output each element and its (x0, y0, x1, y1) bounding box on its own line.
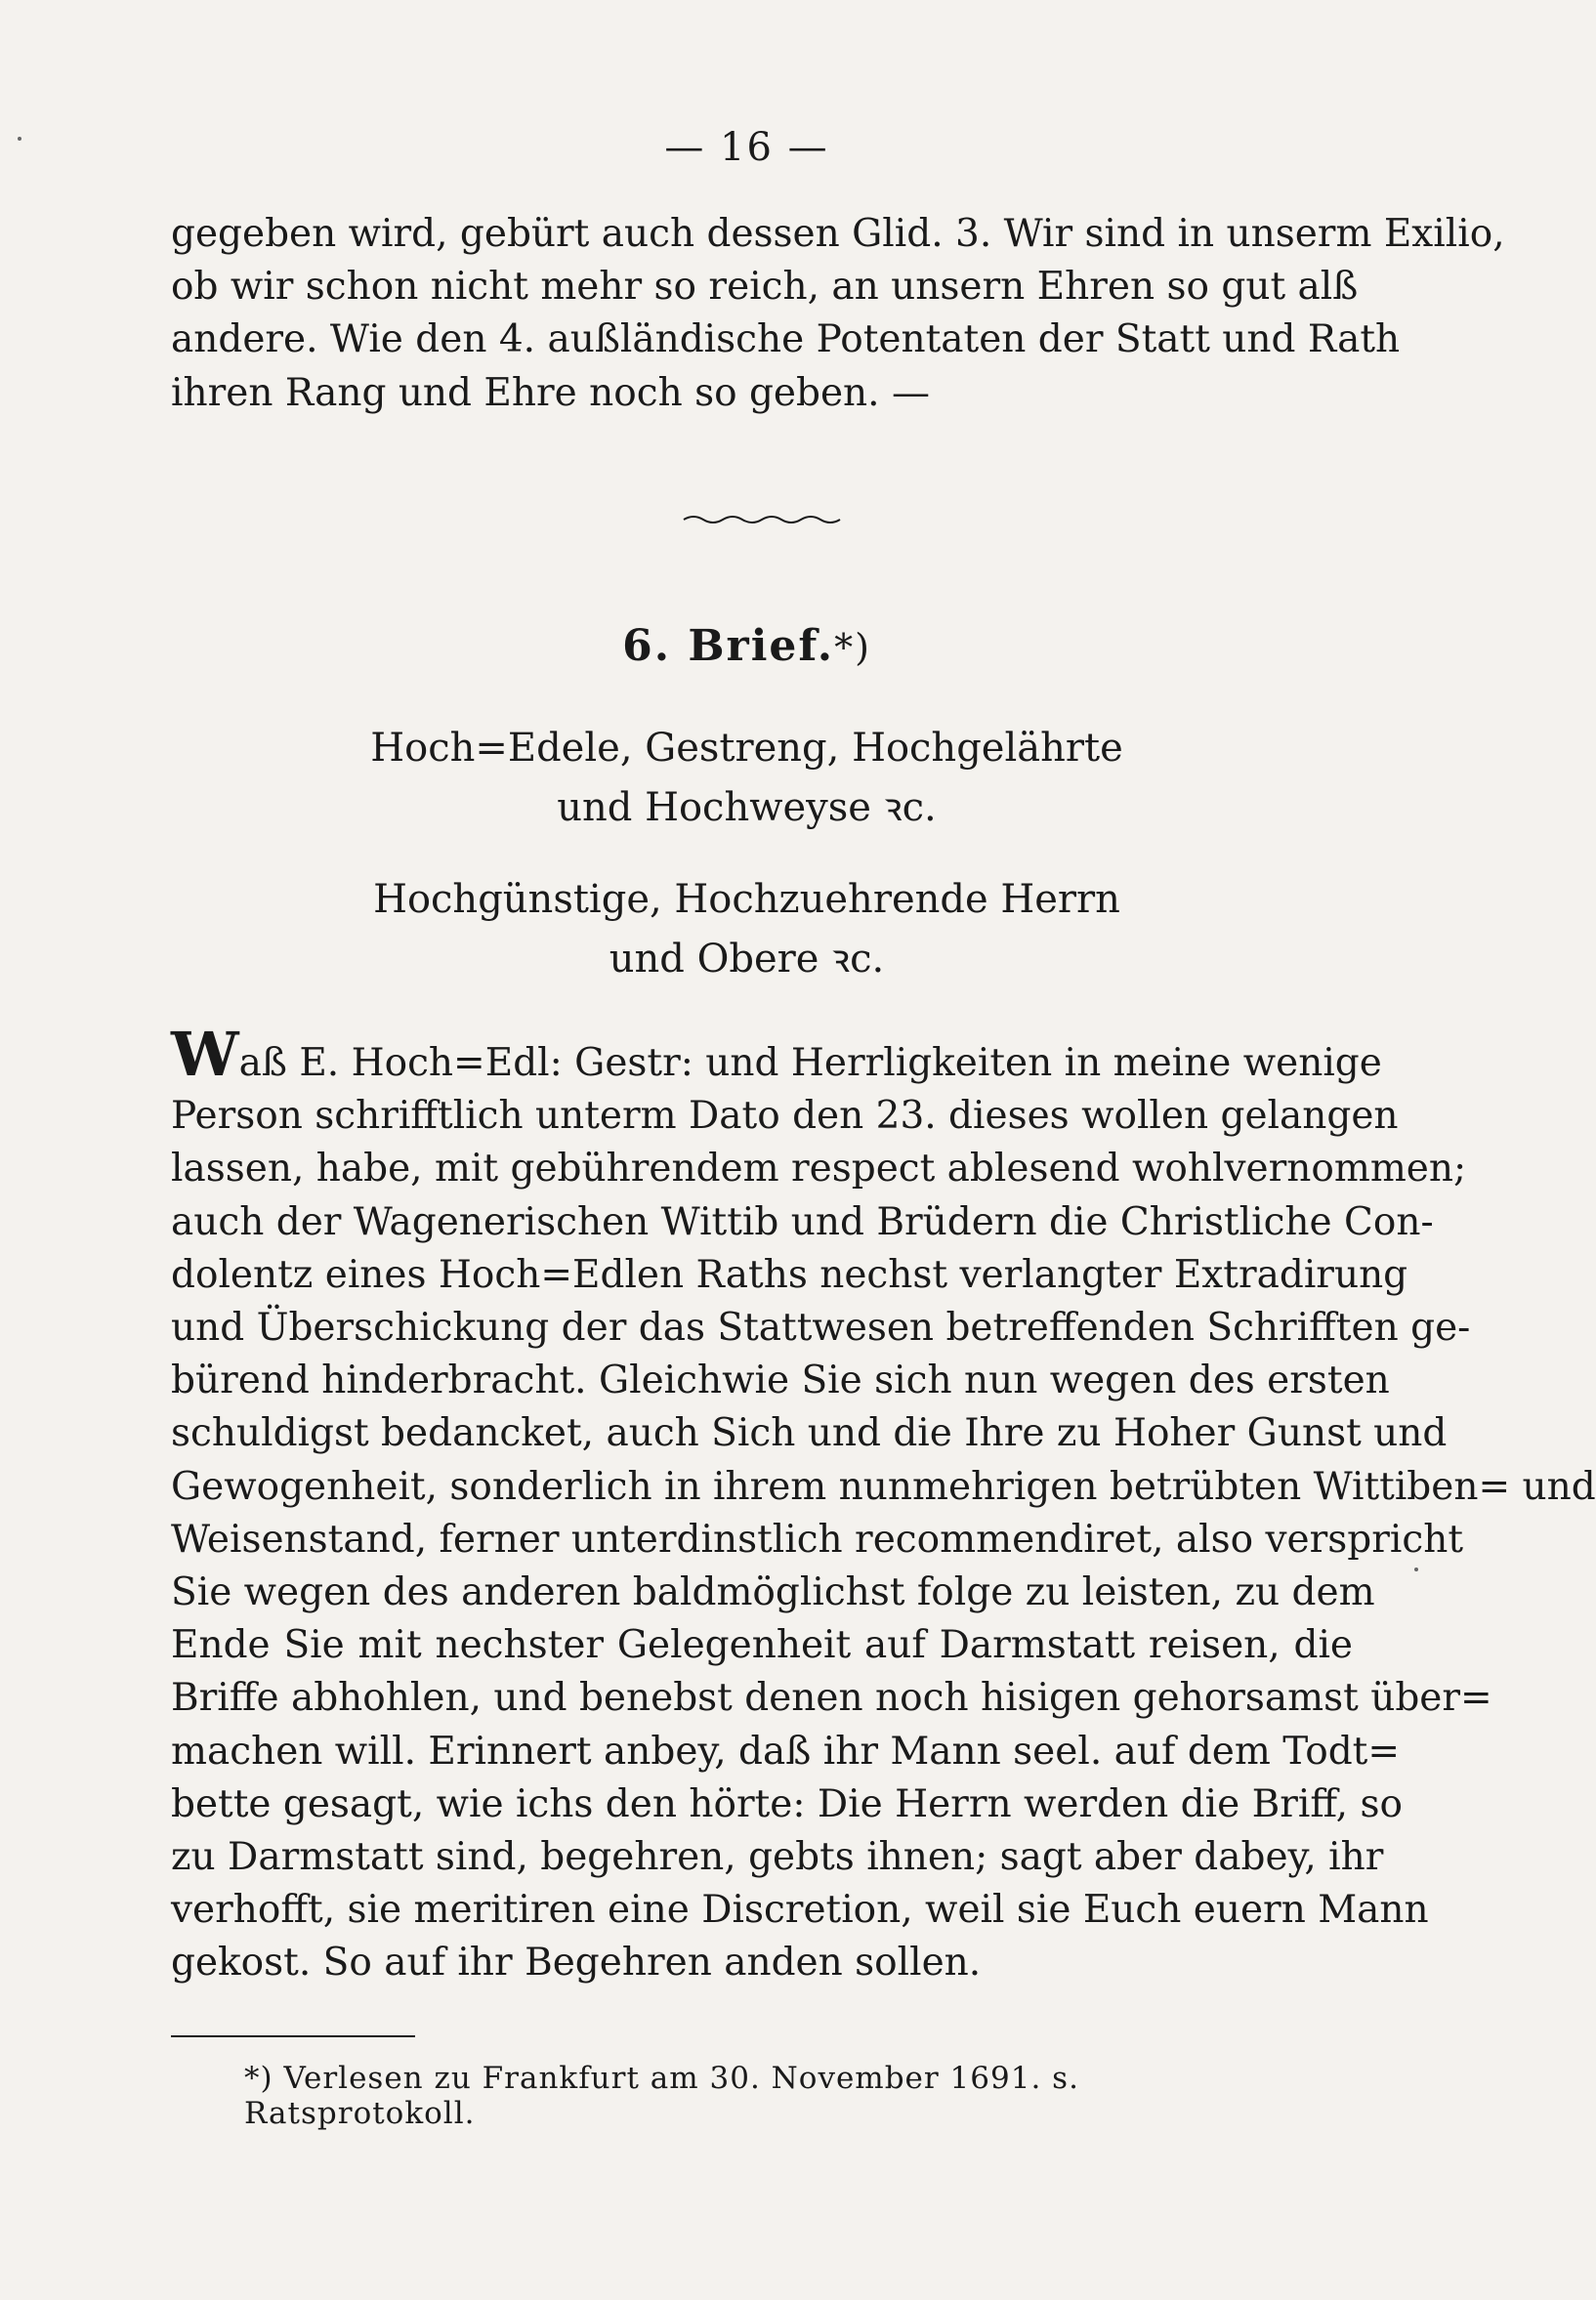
salutation-line: Hochgünstige, Hochzuehrende Herrn (373, 877, 1120, 922)
text-line: bürend hinderbracht. Gleichwie Sie sich nun wegen des ersten (171, 1359, 1390, 1403)
salutation-line: Hoch=Edele, Gestreng, Hochgelährte (370, 726, 1123, 771)
text-line: schuldigst bedancket, auch Sich und die Ihre zu Hoher Gunst und (171, 1411, 1448, 1456)
text-line: Briffe abhohlen, und benebst denen noch hisigen gehorsamst über= (171, 1676, 1492, 1721)
letter-body (171, 1019, 1596, 1990)
text-line: gekost. So auf ihr Begehren anden sollen. (171, 1941, 982, 1986)
text-line: Weisenstand, ferner unterdinstlich recommendiret, also verspricht (171, 1517, 1463, 1562)
text-line: auch der Wagenerischen Wittib und Brüdern die Christliche Con- (171, 1199, 1434, 1244)
paragraph-continuation (171, 208, 1505, 420)
text-line: verhofft, sie meritiren eine Discretion, weil sie Euch euern Mann (171, 1888, 1429, 1933)
text-line-content: aß E. Hoch=Edl: Gestr: und Herrligkeiten in meine wenige (238, 1041, 1382, 1085)
text-line: ihren Rang und Ehre noch so geben. — (171, 370, 930, 415)
text-line: gegeben wird, gebürt auch dessen Glid. 3. Wir sind in unserm Exilio, (171, 212, 1505, 256)
text-line: Person schrifftlich unterm Dato den 23. dieses wollen gelangen (171, 1094, 1399, 1139)
letter-title: 6. Brief. (622, 621, 835, 671)
text-line: dolentz eines Hoch=Edlen Raths nechst verlangter Extradirung (171, 1252, 1408, 1297)
page-number: — 16 — (664, 125, 829, 170)
salutation-line: und Hochweyse ꝛc. (557, 785, 937, 830)
footnote-separator (171, 2035, 415, 2037)
text-line: und Überschickung der das Stattwesen betreffenden Schrifften ge- (171, 1306, 1471, 1351)
text-line: machen will. Erinnert anbey, daß ihr Mann seel. auf dem Todt= (171, 1729, 1401, 1774)
text-line (171, 1019, 1382, 1090)
text-line: ob wir schon nicht mehr so reich, an unsern Ehren so gut alß (171, 265, 1359, 310)
footnote: *) Verlesen zu Frankfurt am 30. November 1691. s. Ratsprotokoll. (244, 2061, 1079, 2131)
text-line: andere. Wie den 4. außländische Potentaten der Statt und Rath (171, 317, 1401, 362)
section-divider-ornament (684, 513, 840, 526)
footnote-marker: *) (834, 626, 871, 669)
margin-speck (1414, 1568, 1418, 1571)
text-line: Sie wegen des anderen baldmöglichst folge zu leisten, zu dem (171, 1570, 1375, 1615)
text-line: lassen, habe, mit gebührendem respect ablesend wohlvernommen; (171, 1147, 1467, 1192)
letter-heading (0, 621, 1493, 671)
text-line: bette gesagt, wie ichs den hörte: Die Herrn werden die Briff, so (171, 1781, 1403, 1826)
salutation-line: und Obere ꝛc. (609, 937, 885, 982)
text-line: zu Darmstatt sind, begehren, gebts ihnen; sagt aber dabey, ihr (171, 1835, 1384, 1880)
text-line: Gewogenheit, sonderlich in ihrem nunmehrigen betrübten Wittiben= und (171, 1464, 1596, 1509)
text-line: Ende Sie mit nechster Gelegenheit auf Darmstatt reisen, die (171, 1623, 1353, 1668)
drop-capital: W (171, 1019, 239, 1090)
